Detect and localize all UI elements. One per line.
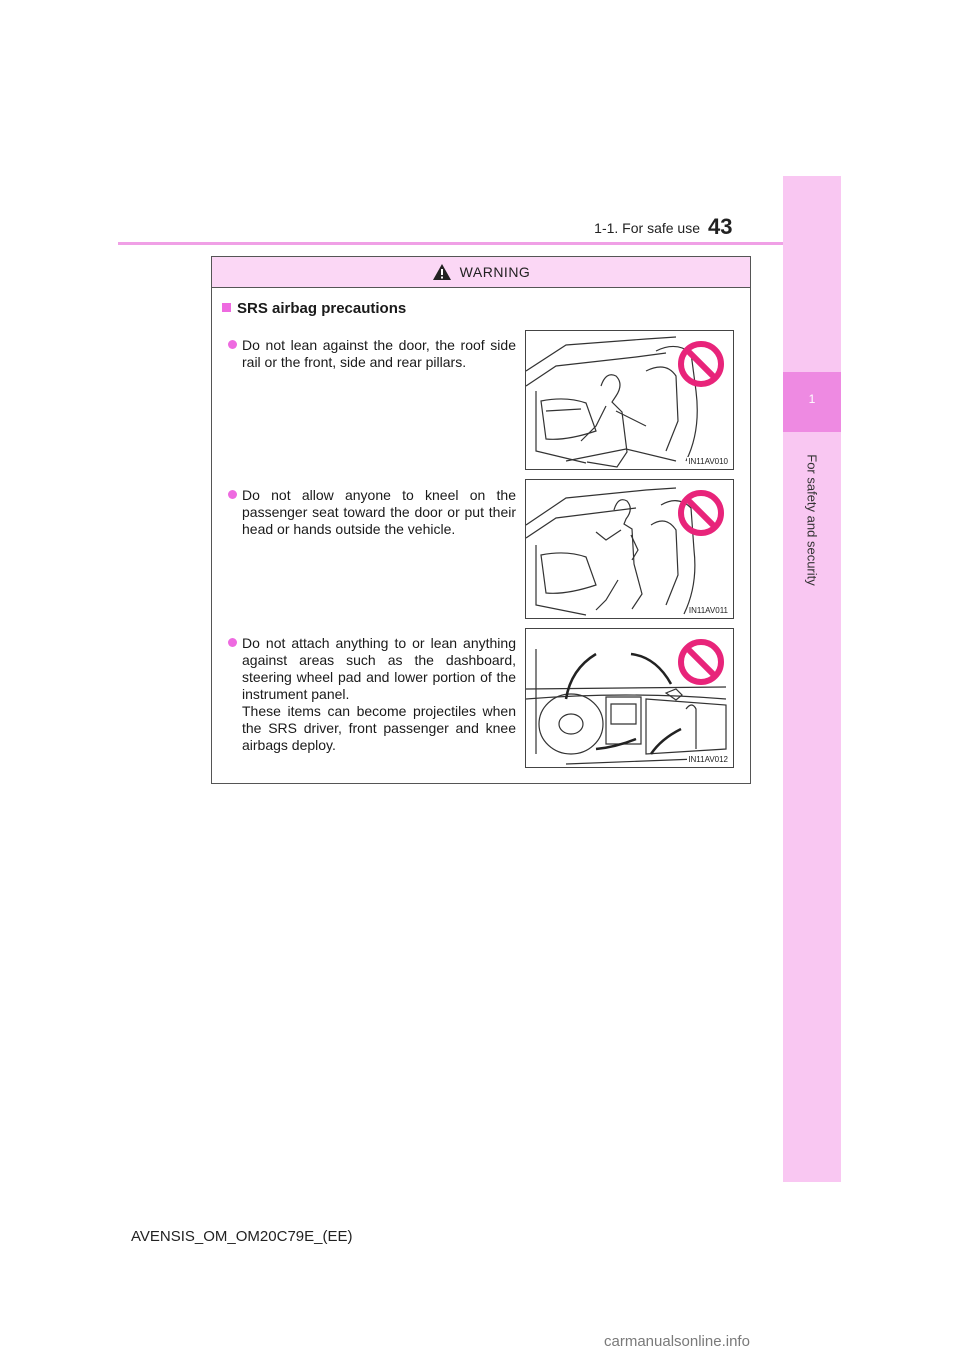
figure-lean-door xyxy=(525,330,734,470)
figure-dashboard xyxy=(525,628,734,768)
item-3-text-2: These items can become projectiles when the SRS driver, front passenger and knee airbags deploy. xyxy=(242,703,516,753)
warning-item-1 xyxy=(228,337,516,371)
figure-kneel-seat xyxy=(525,479,734,619)
prohibition-icon xyxy=(676,637,726,687)
prohibition-icon xyxy=(676,488,726,538)
header-rule xyxy=(118,242,783,245)
figure-code: IN11AV011 xyxy=(688,606,728,615)
bullet-icon xyxy=(228,638,237,647)
item-2-text: Do not allow anyone to kneel on the passenger seat toward the door or put their head or hands outside the vehicle. xyxy=(242,487,516,537)
warning-item-3 xyxy=(228,635,516,754)
watermark: carmanualsonline.info xyxy=(604,1333,750,1350)
chapter-number: 1 xyxy=(808,392,816,406)
warning-box xyxy=(211,256,751,784)
chapter-side-band xyxy=(783,176,841,1182)
warning-label: WARNING xyxy=(459,264,531,280)
figure-code: IN11AV010 xyxy=(688,457,728,466)
document-code: AVENSIS_OM_OM20C79E_(EE) xyxy=(131,1228,353,1245)
section-title: 1-1. For safe use xyxy=(594,220,700,236)
square-bullet-icon xyxy=(222,303,231,312)
figure-code: IN11AV012 xyxy=(688,755,728,764)
bullet-icon xyxy=(228,340,237,349)
warning-subheading xyxy=(222,300,406,317)
subheading-text: SRS airbag precautions xyxy=(237,300,407,317)
warning-header xyxy=(212,257,750,288)
bullet-icon xyxy=(228,490,237,499)
prohibition-icon xyxy=(676,339,726,389)
page-number: 43 xyxy=(708,214,733,239)
item-1-text: Do not lean against the door, the roof side rail or the front, side and rear pillars. xyxy=(242,337,516,370)
warning-triangle-icon xyxy=(432,263,452,281)
chapter-title: For safety and security xyxy=(804,454,820,586)
warning-item-2 xyxy=(228,487,516,538)
item-3-text: Do not attach anything to or lean anything against areas such as the dashboard, steering wheel pad and lower portion of the instrument panel. xyxy=(242,635,516,702)
